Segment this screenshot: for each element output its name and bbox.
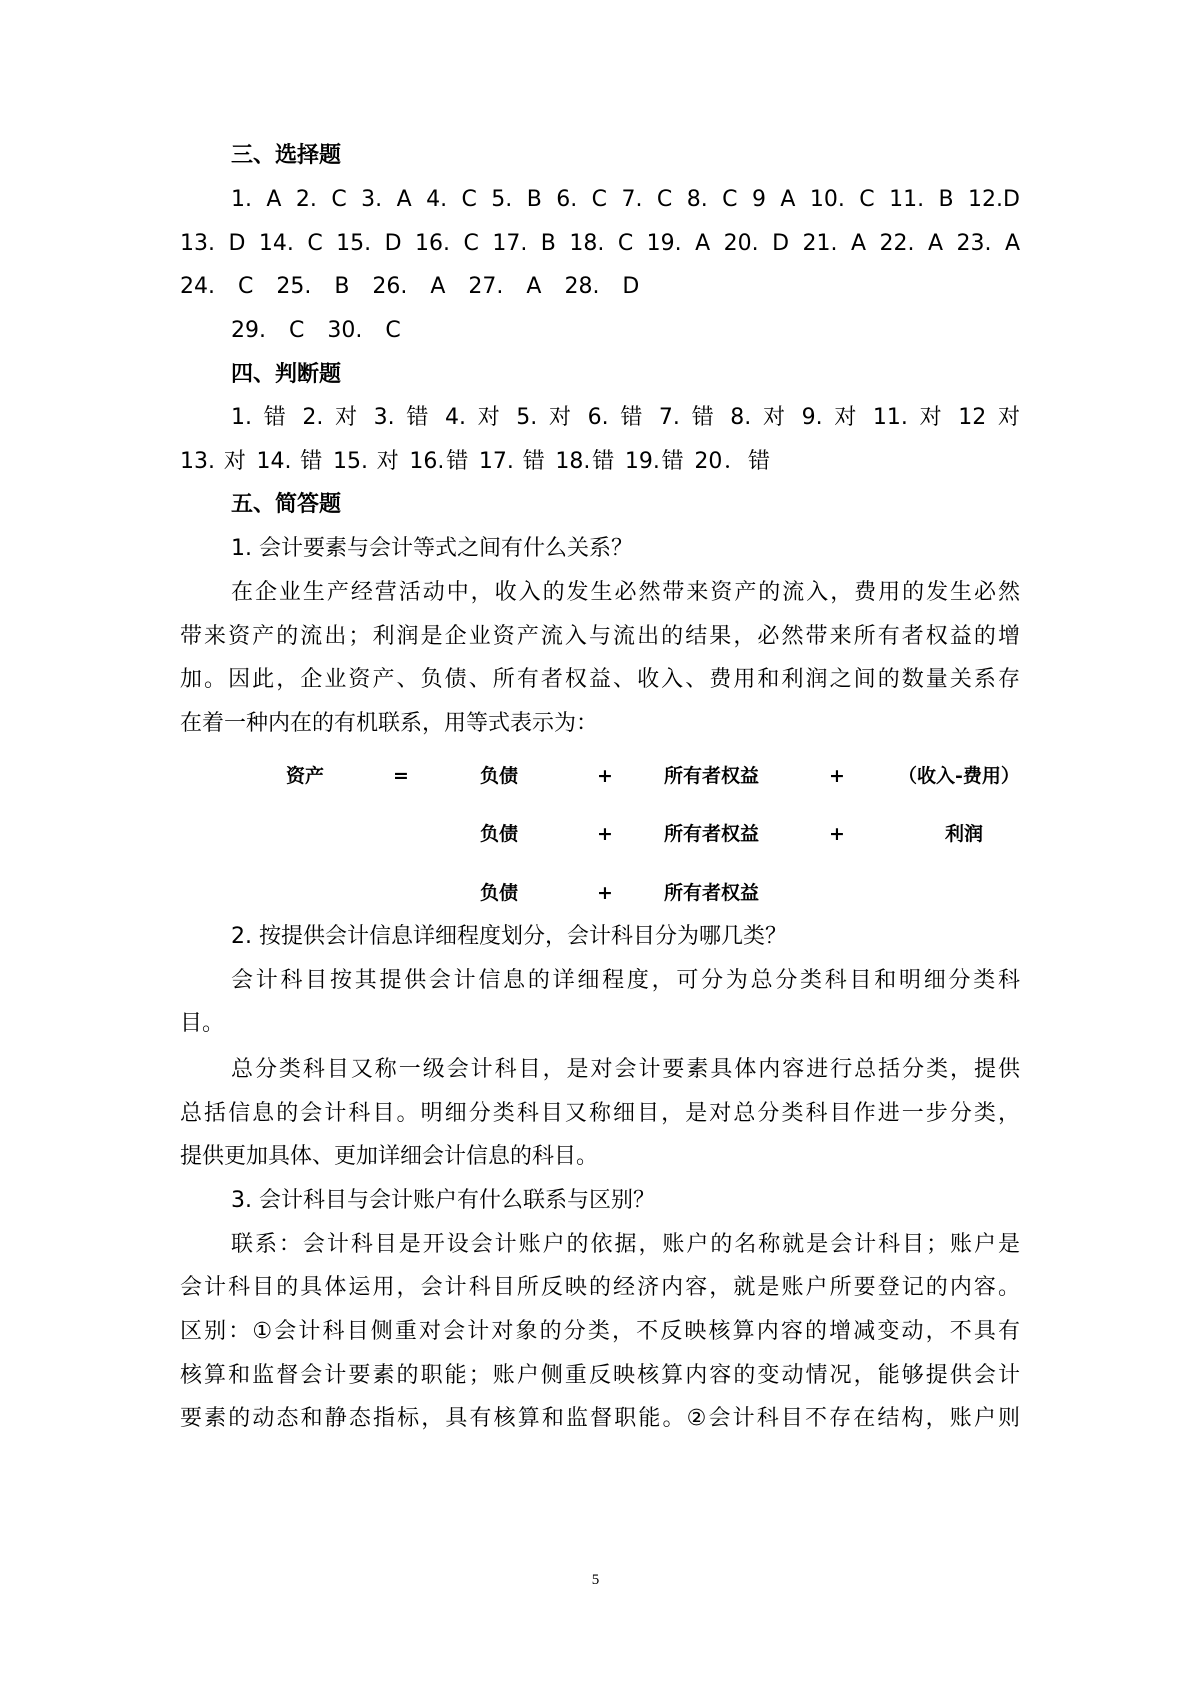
equation-term: 利润 <box>945 823 984 845</box>
answer-line: 1. 错 2. 对 3. 错 4. 对 5. 对 6. 错 7. 错 8. 对 9. 对 11. 对 12 对 <box>231 405 1020 430</box>
equation-term: 负债 <box>480 823 519 845</box>
paragraph-line: 加。因此，企业资产、负债、所有者权益、收入、费用和利润之间的数量关系存 <box>180 667 1020 692</box>
equation-operator: + <box>829 765 845 787</box>
section-heading-judge: 四、判断题 <box>231 362 342 387</box>
equation-term: 负债 <box>480 882 519 904</box>
paragraph-line: 会计科目的具体运用，会计科目所反映的经济内容，就是账户所要登记的内容。 <box>180 1275 1020 1300</box>
question-1: 1. 会计要素与会计等式之间有什么关系？ <box>231 536 633 561</box>
section-heading-choice: 三、选择题 <box>231 143 342 168</box>
equation-term: 负债 <box>480 765 519 787</box>
equation-operator: + <box>597 823 613 845</box>
equation-term: 资产 <box>286 765 325 787</box>
paragraph-line: 在企业生产经营活动中，收入的发生必然带来资产的流入，费用的发生必然 <box>231 580 1020 605</box>
paragraph-line: 提供更加具体、更加详细会计信息的科目。 <box>180 1144 599 1169</box>
equation-term: 所有者权益 <box>664 823 760 845</box>
paragraph-line: 总括信息的会计科目。明细分类科目又称细目，是对总分类科目作进一步分类， <box>180 1101 1020 1126</box>
paragraph-line: 要素的动态和静态指标，具有核算和监督职能。②会计科目不存在结构，账户则 <box>180 1406 1020 1431</box>
equation-term: 所有者权益 <box>664 765 760 787</box>
answer-line: 13. D 14. C 15. D 16. C 17. B 18. C 19. A 20. D 21. A 22. A 23. A <box>180 231 1020 256</box>
equation-operator: + <box>829 823 845 845</box>
answer-line: 1. A 2. C 3. A 4. C 5. B 6. C 7. C 8. C 9 A 10. C 11. B 12.D <box>231 187 1020 212</box>
equation-operator: = <box>393 765 409 787</box>
equation-term: （收入-费用） <box>898 765 1020 787</box>
question-3: 3. 会计科目与会计账户有什么联系与区别？ <box>231 1188 655 1213</box>
answer-line: 13. 对 14. 错 15. 对 16.错 17. 错 18.错 19.错 20．错 <box>180 449 770 474</box>
paragraph-line: 核算和监督会计要素的职能；账户侧重反映核算内容的变动情况，能够提供会计 <box>180 1363 1020 1388</box>
paragraph-line: 区别：①会计科目侧重对会计对象的分类，不反映核算内容的增减变动，不具有 <box>180 1319 1020 1344</box>
answer-line: 24. C 25. B 26. A 27. A 28. D <box>180 274 640 299</box>
question-2: 2. 按提供会计信息详细程度划分，会计科目分为哪几类？ <box>231 924 787 949</box>
paragraph-line: 在着一种内在的有机联系，用等式表示为： <box>180 711 599 736</box>
page-number: 5 <box>591 1572 600 1588</box>
equation-term: 所有者权益 <box>664 882 760 904</box>
paragraph-line: 总分类科目又称一级会计科目，是对会计要素具体内容进行总括分类，提供 <box>231 1057 1020 1082</box>
paragraph-line: 带来资产的流出；利润是企业资产流入与流出的结果，必然带来所有者权益的增 <box>180 624 1020 649</box>
paragraph-line: 目。 <box>180 1011 225 1036</box>
answer-line: 29. C 30. C <box>231 318 401 343</box>
section-heading-short: 五、简答题 <box>231 492 342 517</box>
equation-operator: + <box>597 882 613 904</box>
paragraph-line: 会计科目按其提供会计信息的详细程度，可分为总分类科目和明细分类科 <box>231 968 1020 993</box>
equation-operator: + <box>597 765 613 787</box>
paragraph-line: 联系：会计科目是开设会计账户的依据，账户的名称就是会计科目；账户是 <box>231 1232 1020 1257</box>
